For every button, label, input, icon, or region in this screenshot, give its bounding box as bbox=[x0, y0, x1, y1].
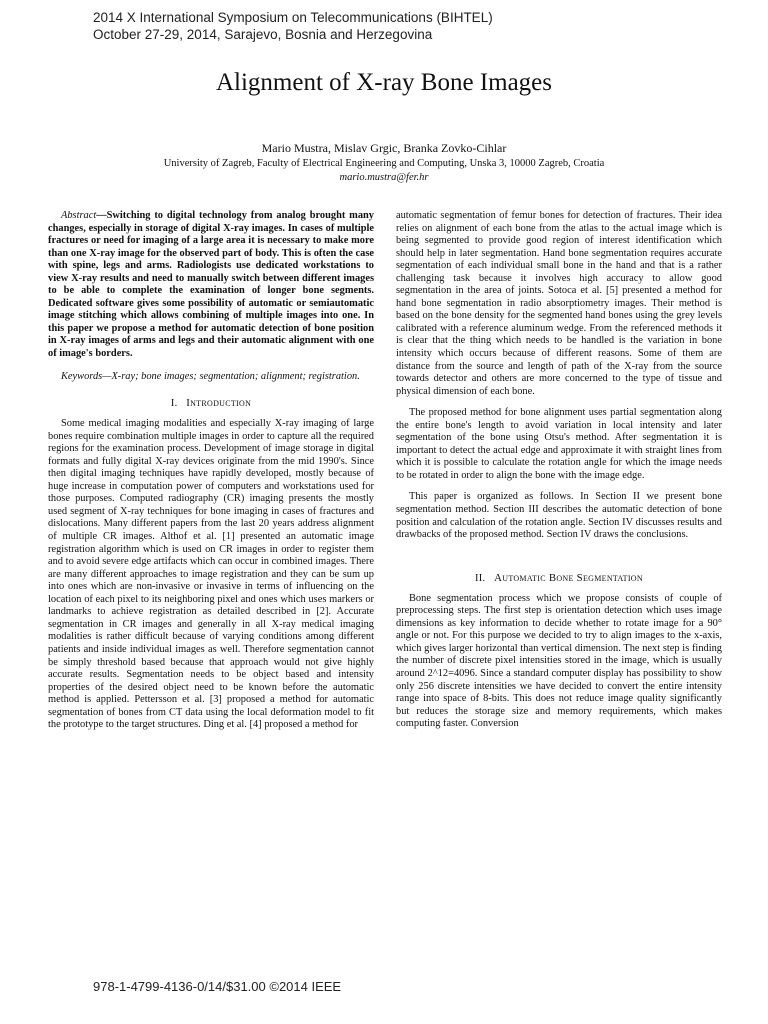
section-title: Automatic Bone Segmentation bbox=[494, 571, 643, 584]
body-paragraph: Bone segmentation process which we propose consists of couple of preprocessing steps. The first step is orientation detection which uses image dimensions as key information to decide whether to rotate image for a 90° angle or not. For this purpose we decided to try to align images to the x-axis, which gives larger horizontal than vertical dimension. The next step is finding the number of discrete pixel intensities stored in the image, which is usually around 2^12=4096. Since a standard computer display has possibility to show only 256 discrete intensities we have decided to convert the entire intensity range into space of 8-bits. This does not reduce image quality significantly but reduces the storage size and memory requirements, which makes computing faster. Conversion bbox=[396, 592, 722, 730]
abstract-dash: — bbox=[96, 210, 107, 221]
paper-title: Alignment of X-ray Bone Images bbox=[215, 69, 553, 96]
abstract-text: Switching to digital technology from analog brought many changes, especially in storage of digital X-ray images. In cases of multiple fractures or need for imaging of a large area it is necessary to make more than one X-ray image for the observed part of body. This is often the case with spine, legs and arms. Radiologists use dedicated workstations to view X-ray results and need to manually switch between different images to be able to complete the examination of longer bone segments. Dedicated software gives some possibility of automatic or semiautomatic image stitching which allows combining of multiple images into one. In this paper we propose a method for automatic detection of bone position in X-ray images of arms and legs and their automatic alignment with one of image's borders. bbox=[48, 210, 374, 360]
keywords-label: Keywords bbox=[61, 370, 103, 382]
section-title: Introduction bbox=[186, 397, 252, 410]
conference-name: 2014 X International Symposium on Telecommunications (BIHTEL) bbox=[93, 10, 493, 25]
copyright-footer: 978-1-4799-4136-0/14/$31.00 ©2014 IEEE bbox=[93, 979, 342, 994]
body-paragraph: This paper is organized as follows. In Section II we present bone segmentation method. Section III describes the automatic detection of bone position and calculation of the rotation angle. Section IV discusses results and drawbacks of the proposed method. Section IV draws the conclusions. bbox=[396, 491, 722, 541]
keywords-text: X-ray; bone images; segmentation; alignment; registration. bbox=[111, 370, 360, 382]
body-paragraph: The proposed method for bone alignment uses partial segmentation along the entire bone's length to avoid variation in local intensity and later segmentation of the bone using Otsu's method. After segmentation it is important to detect the actual edge and approximate it with straight lines from which it is possible to calculate the rotation angle for which the image needs to be rotated in order to align the bone with the image edge. bbox=[396, 407, 722, 481]
author-affiliation: University of Zagreb, Faculty of Electrical Engineering and Computing, Unska 3, 10000 Zagreb, Croatia bbox=[163, 158, 605, 169]
body-paragraph: automatic segmentation of femur bones for detection of fractures. Their idea relies on alignment of each bone from the atlas to the actual image which is being segmented to provide good region of interest identification which should help in later segmentation. Hand bone segmentation requires accurate segmentation of each individual small bone in the hand and that is a rather challenging task because it involves high accuracy to allow good segmentation in the area of joints. Sotoca et al. [5] presented a method for hand bone segmentation in radio absorptiometry images. Their method is based on the bone density for the segmented hand bones using the grey levels calibrated with a reference aluminum wedge. From the referenced methods it is clear that the thing which needs to be handled is the variation in bone intensity which occurs because of different reasons. Some of them are distance from the source and length of path of the X-ray from the source towards detector and others are more concerned to the type of tissue and physical dimension of each bone. bbox=[396, 210, 722, 397]
keywords bbox=[48, 371, 374, 384]
section-number: I. bbox=[170, 398, 178, 410]
abstract bbox=[48, 210, 374, 361]
section-number: II. bbox=[475, 572, 486, 584]
keywords-dash: — bbox=[102, 370, 112, 382]
author-email: mario.mustra@fer.hr bbox=[339, 172, 429, 183]
paper-authors: Mario Mustra, Mislav Grgic, Branka Zovko-Cihlar bbox=[261, 141, 507, 155]
intro-paragraph: Some medical imaging modalities and especially X-ray imaging of large bones require combination multiple images in order to capture all the required regions for the examination process. Development of image storage in digital formats and fully digital X-ray devices originate from the mid 1990's. Since then digital imaging techniques have rapidly developed, mostly because of huge increase in computation power of computers and workstations used for those purposes. Computed radiography (CR) imaging presents the mostly used segment of X-ray techniques for bone imaging in cases of fractures and dislocations. Many different papers from the last 20 years address alignment of multiple CR images. Althof et al. [1] presented an automatic image registration algorithm which is used on CR images in order to register them and to avoid severe edge artifacts which can occur in combined images. There are many different approaches to image registration and they can be sum up into ones which are non-invasive or invasive in terms of influencing on the location of each pixel to its neighboring pixel and ones which uses markers or landmarks to achieve registration as detailed described in [2]. Accurate segmentation in CR images and generally in all X-ray medical imaging modalities is rather difficult because of varying conditions among different patients and inside individual images as well. Therefore segmentation cannot be simply threshold based because that approach would not give highly accurate results. Segmentation needs to be object based and intensity properties of the desired object need to be known before the automatic method is applied. Pettersson et al. [3] proposed a method for automatic segmentation of bones from CT data using the local deformation model to fit the prototype to the target structures. Ding et al. [4] proposed a method for bbox=[48, 418, 374, 731]
conference-date-location: October 27-29, 2014, Sarajevo, Bosnia and Herzegovina bbox=[93, 27, 433, 42]
conference-header bbox=[93, 9, 653, 43]
left-column bbox=[48, 210, 374, 732]
section-heading-bone-segmentation bbox=[396, 572, 722, 585]
right-column bbox=[396, 210, 722, 731]
abstract-label: Abstract bbox=[61, 210, 97, 221]
section-heading-introduction bbox=[48, 397, 374, 410]
